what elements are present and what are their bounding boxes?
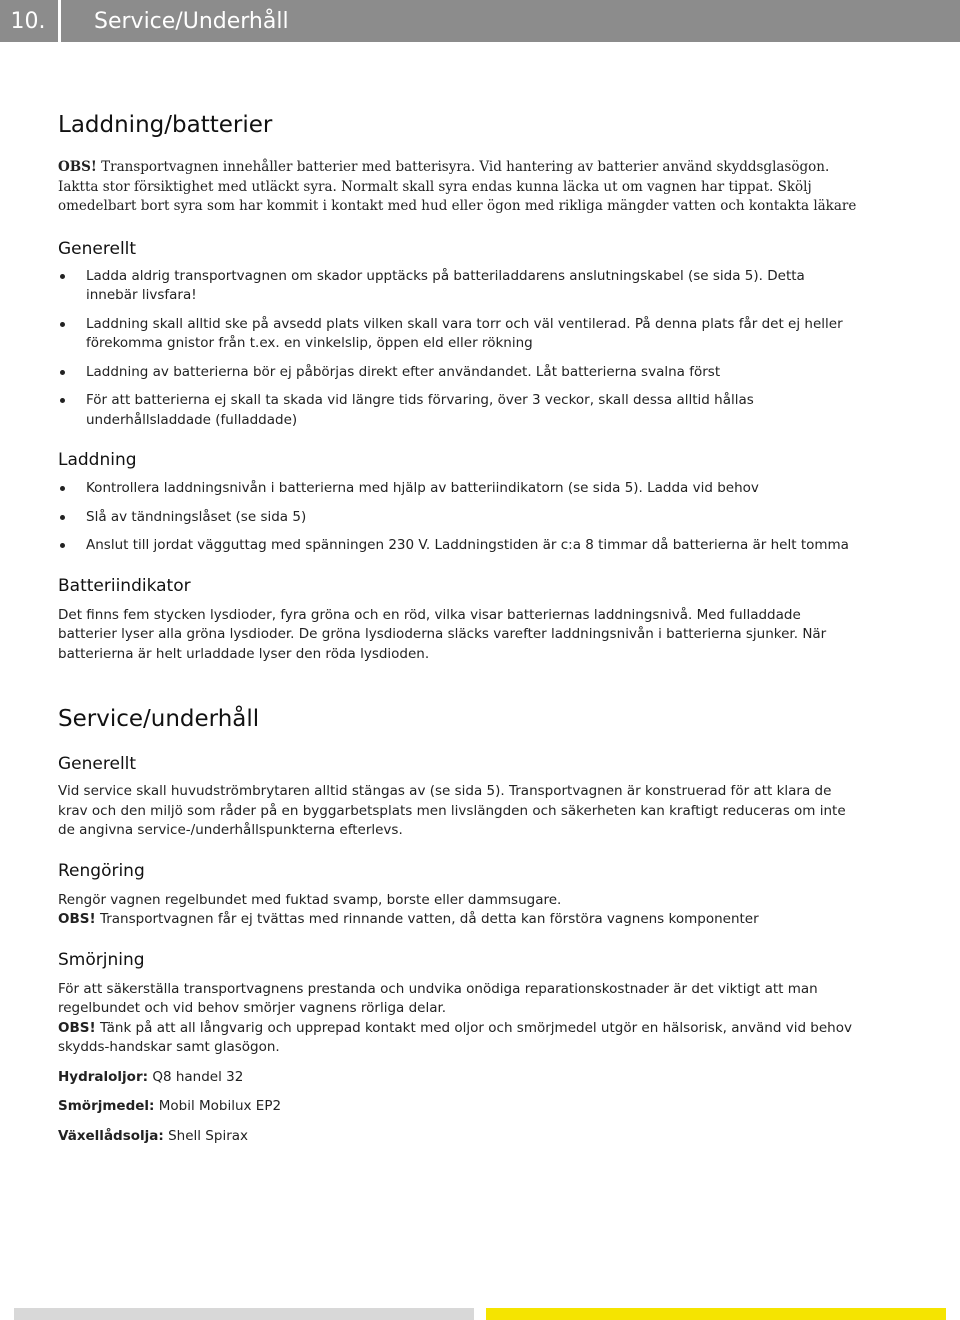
generellt-list (58, 267, 858, 431)
chapter-number: 10. (10, 9, 46, 34)
chapter-header (0, 0, 960, 42)
spec-hydraloljor (58, 1068, 858, 1088)
smorjning-obs-paragraph (58, 1019, 858, 1058)
list-item: Laddning skall alltid ske på avsedd plats vilken skall vara torr och väl ventilerad. På denna plats får det ej heller förekomma gnistor från t.ex. en vinkelslip, öppen eld eller rökning (58, 315, 858, 354)
list-item: Anslut till jordat vägguttag med spänningen 230 V. Laddningstiden är c:a 8 timmar då batterierna är helt tomma (58, 536, 858, 556)
rengoring-obs-paragraph (58, 910, 858, 930)
footer-bar-gray (14, 1308, 474, 1320)
spec-label: Smörjmedel: (58, 1098, 155, 1114)
acid-warning-paragraph (58, 158, 858, 217)
spec-value: Mobil Mobilux EP2 (154, 1098, 282, 1114)
page-content (58, 110, 858, 1146)
section-title-service-underhall: Service/underhåll (58, 706, 260, 732)
subheading-rengoring: Rengöring (58, 860, 145, 881)
rengoring-obs-text: Transportvagnen får ej tvättas med rinnande vatten, då detta kan förstöra vagnens komponenter (95, 911, 759, 927)
section-title-laddning-batterier: Laddning/batterier (58, 112, 273, 138)
obs-label: OBS! (58, 911, 96, 927)
service-generellt-text: Vid service skall huvudströmbrytaren alltid stängas av (se sida 5). Transportvagnen är konstruerad för att klara de krav och den miljö som råder på en byggarbetsplats men livslängden och säkerheten kan kraftigt reduceras om inte de angivna service-/underhållspunkterna efterlevs. (58, 783, 846, 838)
spec-value: Shell Spirax (163, 1127, 249, 1144)
header-divider (58, 0, 61, 42)
list-item: Slå av tändningslåset (se sida 5) (58, 508, 858, 528)
spec-label: Hydraloljor: (58, 1068, 149, 1085)
spec-vaxelladsolja (58, 1127, 858, 1147)
spec-smorjmedel (58, 1097, 858, 1117)
acid-warning-text: Transportvagnen innehåller batterier med batterisyra. Vid hantering av batterier använd skyddsglasögon. Iaktta stor försiktighet med utläckt syra. Normalt skall syra endas kunna läcka ut om vagnen har tippat. Skölj omedelbart bort syra som har kommit i kontakt med hud eller ögon med rikliga mängder vatten och kontakta läkare (58, 159, 857, 214)
subheading-smorjning: Smörjning (58, 949, 145, 970)
chapter-title: Service/Underhåll (94, 9, 289, 34)
list-item: För att batterierna ej skall ta skada vid längre tids förvaring, över 3 veckor, skall dessa alltid hållas underhållsladdade (fulladdade) (58, 391, 858, 430)
subheading-batteriindikator: Batteriindikator (58, 575, 191, 596)
batteriindikator-text: Det finns fem stycken lysdioder, fyra gröna och en röd, vilka visar batteriernas laddningsnivå. Med fulladdade batterier lyser alla gröna lysdioder. De gröna lysdioderna släcks varefter laddningsnivån i batterierna sjunker. När batterierna är helt urladdade lyser den röda lysdioden. (58, 606, 827, 662)
spec-label: Växellådsolja: (58, 1127, 164, 1144)
smorjning-text: För att säkerställa transportvagnens prestanda och undvika onödiga reparationskostnader är det viktigt att man regelbundet och vid behov smörjer vagnens rörliga delar. (58, 980, 818, 1016)
spec-value: Q8 handel 32 (148, 1068, 244, 1085)
list-item: Laddning av batterierna bör ej påbörjas direkt efter användandet. Låt batterierna svalna först (58, 363, 858, 383)
laddning-list (58, 479, 858, 556)
smorjning-obs-text: Tänk på att all långvarig och upprepad kontakt med oljor och smörjmedel utgör en hälsorisk, använd vid behov skydds-handskar samt glasögon. (58, 1019, 852, 1055)
rengoring-text: Rengör vagnen regelbundet med fuktad svamp, borste eller dammsugare. (58, 891, 562, 908)
obs-label: OBS! (58, 159, 97, 175)
list-item: Ladda aldrig transportvagnen om skador upptäcks på batteriladdarens anslutningskabel (se sida 5). Detta innebär livsfara! (58, 267, 858, 306)
subheading-generellt-service: Generellt (58, 754, 137, 774)
footer-bar-yellow (486, 1308, 946, 1320)
obs-label: OBS! (58, 1019, 96, 1036)
subheading-laddning: Laddning (58, 450, 137, 470)
subheading-generellt: Generellt (58, 238, 137, 259)
list-item: Kontrollera laddningsnivån i batterierna med hjälp av batteriindikatorn (se sida 5). Ladda vid behov (58, 479, 858, 499)
